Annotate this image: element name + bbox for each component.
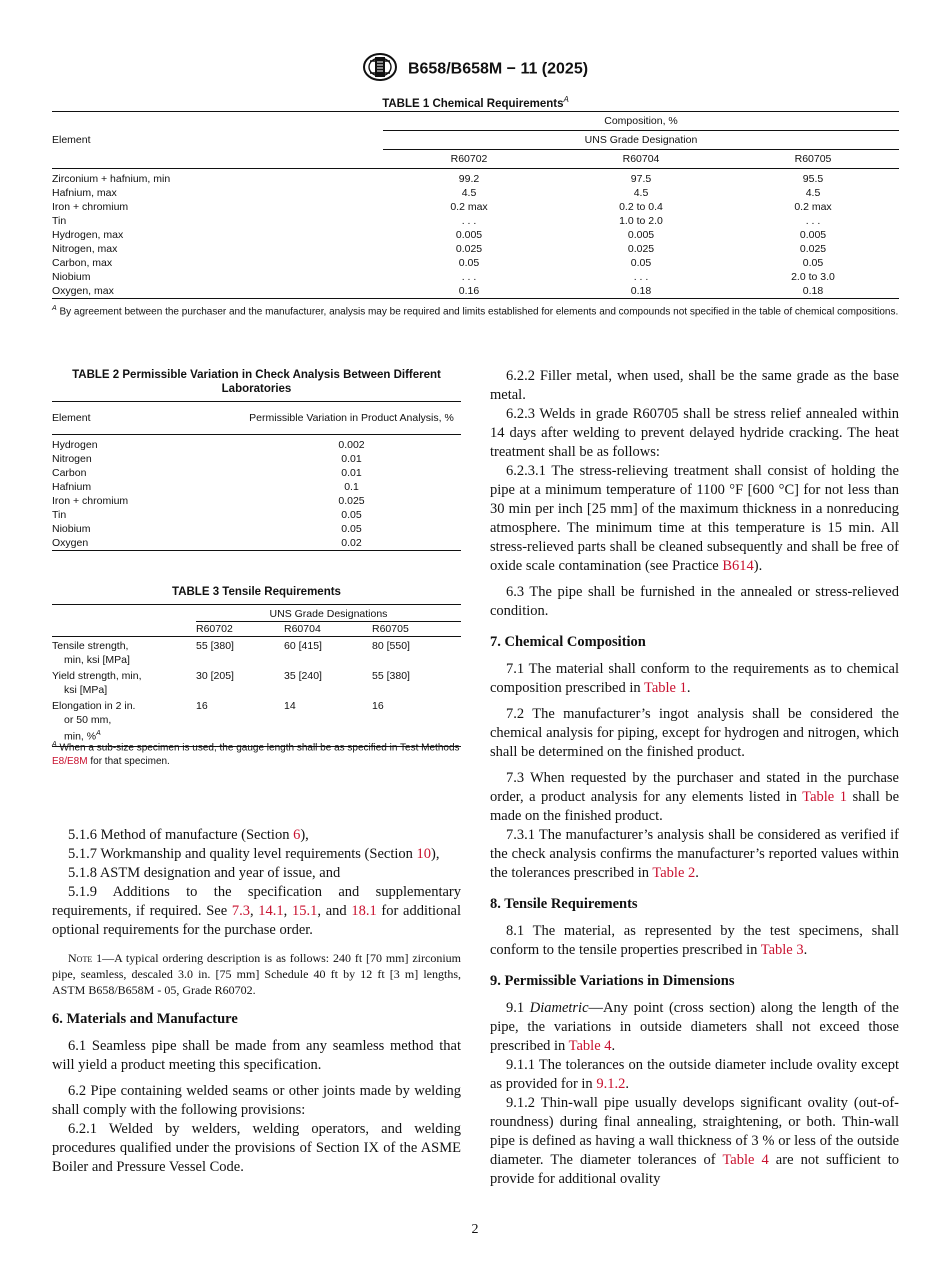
paragraph-9-1-1: 9.1.1 The tolerances on the outside diameter include ovality except as provided for in 9.1.2. bbox=[490, 1057, 899, 1092]
link-table-4[interactable]: Table 4 bbox=[722, 1152, 769, 1168]
table-row: Tensile strength, min, ksi [MPa] 55 [380] 60 [415] 80 [550] bbox=[52, 640, 410, 666]
table1-element-header: Element bbox=[52, 134, 91, 146]
table-row: Hydrogen, max 0.005 0.005 0.005 bbox=[52, 229, 827, 241]
paragraph-6-2-2: 6.2.2 Filler metal, when used, shall be the same grade as the base metal. bbox=[490, 368, 899, 403]
table1 bbox=[52, 111, 899, 299]
section-8-heading: 8. Tensile Requirements bbox=[490, 896, 638, 912]
link-18-1[interactable]: 18.1 bbox=[351, 903, 377, 919]
paragraph-6-3: 6.3 The pipe shall be furnished in the annealed or stress-relieved condition. bbox=[490, 584, 899, 619]
table2-element-header: Element bbox=[52, 402, 242, 435]
table-row: Nitrogen, max 0.025 0.025 0.025 bbox=[52, 243, 827, 255]
table2-caption: TABLE 2 Permissible Variation in Check Analysis Between Different Laboratories bbox=[72, 369, 441, 395]
link-e8-e8m[interactable]: E8/E8M bbox=[52, 756, 88, 768]
table-row: Zirconium + hafnium, min 99.2 97.5 95.5 bbox=[52, 173, 824, 185]
table1-caption: TABLE 1 Chemical Requirements$^A$ bbox=[382, 95, 569, 110]
link-9-1-2[interactable]: 9.1.2 bbox=[596, 1076, 626, 1092]
paragraph-7-3: 7.3 When requested by the purchaser and stated in the purchase order, a product analysis for any elements listed in Table 1 shall be made on the finished product. bbox=[490, 770, 900, 824]
table-row: Tin . . . 1.0 to 2.0 . . . bbox=[52, 215, 821, 227]
table3-grade-header: R60702 bbox=[196, 622, 284, 637]
table-row: Tin 0.05 bbox=[52, 509, 362, 521]
table3-grade-header: R60705 bbox=[372, 622, 461, 637]
link-table-3[interactable]: Table 3 bbox=[760, 942, 804, 958]
paragraph-7-3-1: 7.3.1 The manufacturer’s analysis shall be considered as verified if the check analysis confirms the manufacturer’s reported values within the tolerances prescribed in Table 2. bbox=[490, 827, 899, 881]
link-table-2[interactable]: Table 2 bbox=[652, 865, 696, 881]
paragraph-5-1-7: 5.1.7 Workmanship and quality level requirements (Section 10), bbox=[68, 846, 440, 862]
left-column bbox=[52, 826, 461, 1177]
right-column bbox=[490, 367, 899, 1189]
paragraph-6-2-3-1: 6.2.3.1 The stress-relieving treatment shall consist of holding the pipe at a minimum temperature of 1100 °F [600 °C] for not less than 30 min per inch [25 mm] of the maximum thickness in a nonreducing atmosphere. The minimum time at this temperature is 15 min. All stress-relieved parts shall be cleaned subsequently and shall be free of oxide scale contamination (see Practice B614). bbox=[490, 463, 899, 574]
table-row: Carbon 0.01 bbox=[52, 467, 362, 479]
paragraph-7-1: 7.1 The material shall conform to the requirements as to chemical composition prescribed in Table 1. bbox=[490, 661, 899, 696]
table-row: Iron + chromium 0.025 bbox=[52, 495, 365, 507]
table3-caption: TABLE 3 Tensile Requirements bbox=[172, 586, 341, 598]
paragraph-7-2: 7.2 The manufacturer’s ingot analysis shall be considered the chemical analysis for piping, except for hydrogen and nitrogen, which shall be determined on the finished product. bbox=[490, 706, 899, 760]
page-number: 2 bbox=[471, 1222, 479, 1237]
table3 bbox=[52, 604, 461, 747]
table2 bbox=[52, 401, 461, 551]
paragraph-6-2-1: 6.2.1 Welded by welders, welding operators, and welding procedures qualified under the provisions of Section IX of the ASME Boiler and Pressure Vessel Code. bbox=[52, 1121, 461, 1175]
link-table-1[interactable]: Table 1 bbox=[643, 680, 687, 696]
table-row: Hafnium 0.1 bbox=[52, 481, 359, 493]
paragraph-8-1: 8.1 The material, as represented by the test specimens, shall conform to the tensile properties prescribed in Table 3. bbox=[490, 923, 899, 958]
table1-grade-header: R60702 bbox=[383, 150, 555, 169]
paragraph-5-1-6: 5.1.6 Method of manufacture (Section 6), bbox=[68, 827, 309, 843]
link-7-3[interactable]: 7.3 bbox=[231, 903, 250, 919]
paragraph-9-1-2: 9.1.2 Thin-wall pipe usually develops significant ovality (out-of-roundness) during final annealing, straightening, or both. Thin-wall pipe is defined as having a wall thickness of 3 % or less of the outside diameter. The diameter tolerances of Table 4 are not sufficient to provide for additional ovality bbox=[490, 1095, 899, 1187]
paragraph-6-1: 6.1 Seamless pipe shall be made from any seamless method that will yield a product meeting this specification. bbox=[52, 1038, 461, 1073]
link-table-1[interactable]: Table 1 bbox=[802, 789, 847, 805]
section-7-heading: 7. Chemical Composition bbox=[490, 634, 646, 650]
table-row: Hydrogen 0.002 bbox=[52, 439, 365, 451]
paragraph-5-1-8: 5.1.8 ASTM designation and year of issue, and bbox=[68, 865, 341, 881]
paragraph-5-1-9: 5.1.9 Additions to the specification and supplementary requirements, if required. See 7.3, 14.1, 15.1, and 18.1 for additional optional requirements for the purchase order. bbox=[52, 884, 462, 938]
table-row: Carbon, max 0.05 0.05 0.05 bbox=[52, 257, 824, 269]
table-row: Niobium . . . . . . 2.0 to 3.0 bbox=[52, 271, 835, 283]
paragraph-6-2-3: 6.2.3 Welds in grade R60705 shall be stress relief annealed within 14 days after welding to prevent delayed hydride cracking. The heat treatment shall be as follows: bbox=[490, 406, 899, 460]
table-row: Yield strength, min, ksi [MPa] 30 [205] 35 [240] 55 [380] bbox=[52, 670, 410, 696]
table1-uns-header: UNS Grade Designation bbox=[383, 131, 899, 150]
page-header bbox=[0, 52, 950, 87]
section-6-heading: 6. Materials and Manufacture bbox=[52, 1011, 238, 1027]
table3-footnote: $^A$ When a sub-size specimen is used, the gauge length shall be as specified in Test Methods E8/E8M for that specimen. bbox=[52, 741, 460, 768]
link-15-1[interactable]: 15.1 bbox=[292, 903, 318, 919]
table2-variation-header: Permissible Variation in Product Analysis, % bbox=[242, 402, 461, 435]
table3-grade-header: R60704 bbox=[284, 622, 372, 637]
table-row: Elongation in 2 in. or 50 mm, min, %$^A$ 16 14 16 bbox=[52, 700, 384, 743]
link-section-6[interactable]: 6 bbox=[293, 827, 301, 843]
section-9-heading: 9. Permissible Variations in Dimensions bbox=[490, 973, 735, 989]
table-row: Oxygen, max 0.16 0.18 0.18 bbox=[52, 285, 824, 297]
table-row: Iron + chromium 0.2 max 0.2 to 0.4 0.2 max bbox=[52, 201, 832, 213]
table-row: Oxygen 0.02 bbox=[52, 537, 362, 549]
table1-footnote: $^A$ By agreement between the purchaser and the manufacturer, analysis may be required and limits established for elements and compounds not specified in the table of chemical compositions. bbox=[52, 305, 899, 318]
link-section-10[interactable]: 10 bbox=[416, 846, 432, 862]
table-row: Hafnium, max 4.5 4.5 4.5 bbox=[52, 187, 821, 199]
link-b614[interactable]: B614 bbox=[722, 558, 754, 574]
astm-logo-icon bbox=[362, 52, 398, 87]
table1-grade-header: R60704 bbox=[555, 150, 727, 169]
table1-grade-header: R60705 bbox=[727, 150, 899, 169]
standard-designation: B658/B658M − 11 (2025) bbox=[407, 60, 589, 78]
table-row: Niobium 0.05 bbox=[52, 523, 362, 535]
table1-composition-header: Composition, % bbox=[383, 112, 899, 131]
paragraph-6-2: 6.2 Pipe containing welded seams or other joints made by welding shall comply with the following provisions: bbox=[52, 1083, 461, 1118]
note-1: Note 1—A typical ordering description is as follows: 240 ft [70 mm] zirconium pipe, seamless, descaled 3.0 in. [75 mm] Schedule 40 ft by 12 ft [3 m] lengths, ASTM B658/B658M - 05, Grade R60702. bbox=[52, 951, 462, 997]
link-14-1[interactable]: 14.1 bbox=[258, 903, 284, 919]
link-table-4[interactable]: Table 4 bbox=[568, 1038, 612, 1054]
table-row: Nitrogen 0.01 bbox=[52, 453, 362, 465]
table3-uns-header: UNS Grade Designations bbox=[196, 605, 461, 622]
paragraph-9-1: 9.1 Diametric—Any point (cross section) along the length of the pipe, the variations in outside diameters shall not exceed those prescribed in Table 4. bbox=[490, 1000, 899, 1054]
